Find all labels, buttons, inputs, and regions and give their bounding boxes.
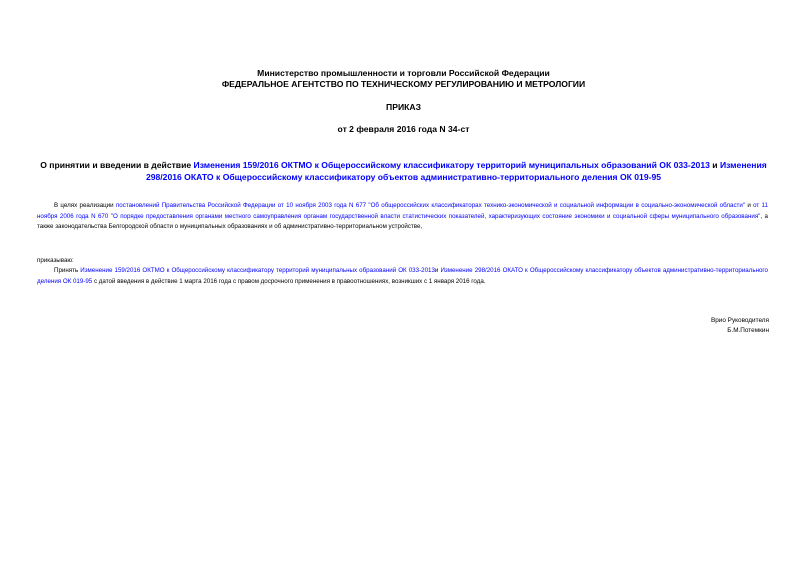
preamble-text-1: В целях реализации [54,202,116,209]
order-link-oktmo[interactable]: Изменение 159/2016 ОКТМО к Общероссийскому классификатору территорий муниципальных образований ОК 033-2013 [80,267,435,274]
ministry-name: Министерство промышленности и торговли Российской Федерации [257,68,550,78]
preamble-link-resolution-677[interactable]: постановлений Правительства Российской Федерации от 10 ноября 2003 года N 677 "Об общероссийских классификаторах технико-экономической и социальной информации в социально-экономической области" [115,202,746,209]
title-prefix: О принятии и введении в действие [40,160,194,170]
signature-position: Врио Руководителя [710,317,769,324]
preamble-text-3: , а также законодательства Белгородской области о муниципальных образованиях и об административно-территориальном устройстве, [37,212,768,230]
order-text-1: Принять [54,267,81,274]
preamble-link-resolution-670[interactable]: от 11 ноября 2006 года N 670 "О порядке предоставления органами местного самоуправления органам государственной власти статистических показателей, характеризующих состояние экономики и социальной сферы муниципального образования" [37,202,768,220]
order-paragraph [37,266,768,287]
order-link-okato[interactable]: Изменение 298/2016 ОКАТО к Общероссийскому классификатору объектов административно-территориального деления ОК 019-95 [37,267,768,285]
order-text-2: и [434,267,441,274]
order-text-3: с датой введения в действие 1 марта 2016 года с правом досрочного применения в правоотношениях, возникших с 1 января 2016 года. [92,277,486,285]
signature-name: Б.М.Потемкин [727,327,769,334]
preamble-text-2: и [745,202,754,209]
title-link-okato[interactable]: Изменения 298/2016 ОКАТО к Общероссийскому классификатору объектов административно-территориального деления ОК 019-95 [145,160,767,182]
document-title [30,159,777,183]
order-word: приказываю: [37,257,74,264]
preamble-paragraph [37,201,768,233]
document-date: от 2 февраля 2016 года N 34-ст [337,124,470,134]
document-type: ПРИКАЗ [386,102,421,112]
agency-name: ФЕДЕРАЛЬНОЕ АГЕНТСТВО ПО ТЕХНИЧЕСКОМУ РЕГУЛИРОВАНИЮ И МЕТРОЛОГИИ [221,79,586,89]
title-and: и [709,160,720,170]
title-link-oktmo[interactable]: Изменения 159/2016 ОКТМО к Общероссийскому классификатору территорий муниципальных образований ОК 033-2013 [193,160,710,170]
